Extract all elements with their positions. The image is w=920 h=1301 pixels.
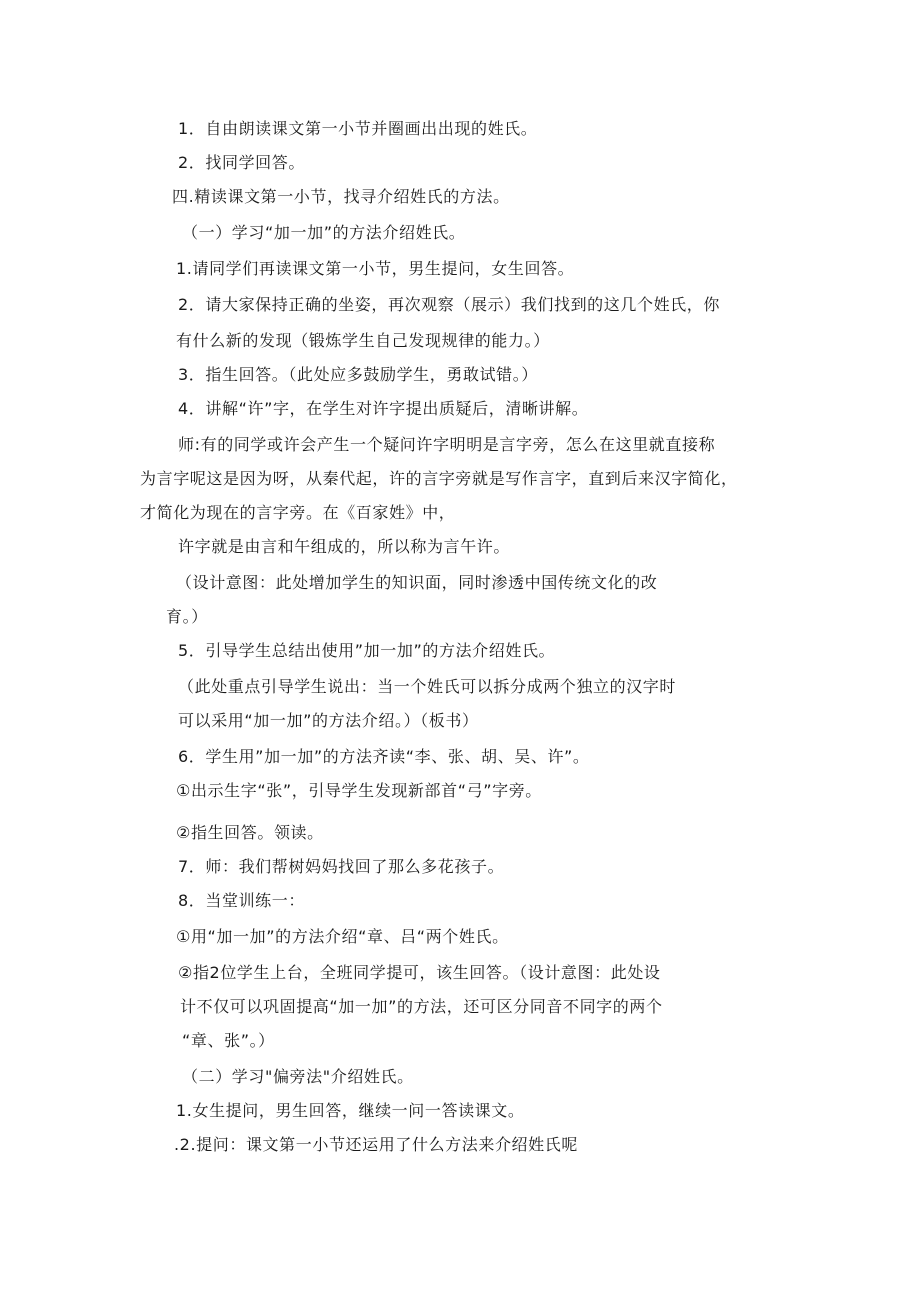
sub-item-two-students-line-2: 计不仅可以巩固提高“加一加”的方法，还可区分同音不同字的两个: [180, 997, 663, 1016]
subsection-1-heading: （一）学习“加一加”的方法介绍姓氏。: [182, 223, 466, 242]
item-2-observe: 2．请大家保持正确的坐姿，再次观察（展示）我们找到的这几个姓氏，你: [178, 295, 720, 314]
sub-item-show-zhang: ①出示生字“张”，引导学生发现新部首“弓”字旁。: [176, 781, 542, 800]
note-focus-line-2: 可以采用“加一加”的方法介绍。）（板书）: [178, 711, 479, 730]
design-intent-1-line-2: 育。）: [166, 607, 208, 626]
subsection-2-heading: （二）学习"偏旁法"介绍姓氏。: [182, 1067, 414, 1086]
item-3-answer: 3．指生回答。（此处应多鼓励学生，勇敢试错。）: [178, 365, 538, 384]
teacher-paragraph-line-1: 师:有的同学或许会产生一个疑问许字明明是言字旁，怎么在这里就直接称: [178, 435, 716, 454]
item-2-question: .2.提问：课文第一小节还运用了什么方法来介绍姓氏呢: [174, 1135, 578, 1154]
design-intent-1-line-1: （设计意图：此处增加学生的知识面，同时渗透中国传统文化的改: [176, 573, 658, 592]
sub-item-two-students-line-3: “章、张”。）: [182, 1031, 275, 1050]
item-4-explain-xu: 4．讲解“许”字，在学生对许字提出质疑后，清晰讲解。: [178, 399, 589, 418]
step-2-answer: 2．找同学回答。: [178, 153, 305, 172]
step-1-read-aloud: 1．自由朗读课文第一小节并圈画出出现的姓氏。: [178, 119, 538, 138]
item-1-girls-ask: 1.女生提问，男生回答，继续一问一答读课文。: [176, 1101, 525, 1120]
item-1-reread: 1.请同学们再读课文第一小节，男生提问，女生回答。: [176, 259, 575, 278]
item-2-continued: 有什么新的发现（锻炼学生自己发现规律的能力。）: [176, 331, 550, 350]
section-4-heading: 四.精读课文第一小节，找寻介绍姓氏的方法。: [172, 187, 510, 206]
teacher-paragraph-line-3: 才简化为现在的言字旁。在《百家姓》中，: [140, 503, 456, 522]
teacher-paragraph-line-4: 许字就是由言和午组成的，所以称为言午许。: [178, 537, 511, 556]
sub-item-lead-reading: ②指生回答。领读。: [176, 823, 324, 842]
item-5-summarize: 5．引导学生总结出使用”加一加”的方法介绍姓氏。: [178, 641, 556, 660]
sub-item-zhang-lu: ①用“加一加”的方法介绍“章、吕“两个姓氏。: [176, 927, 509, 946]
item-7-teacher: 7．师：我们帮树妈妈找回了那么多花孩子。: [178, 857, 505, 876]
sub-item-two-students-line-1: ②指2位学生上台，全班同学提可，该生回答。（设计意图：此处设: [178, 963, 661, 982]
item-8-practice: 8．当堂训练一：: [178, 891, 305, 910]
teacher-paragraph-line-2: 为言字呢这是因为呀，从秦代起，许的言字旁就是写作言字，直到后来汉字简化，: [140, 469, 738, 488]
note-focus-line-1: （此处重点引导学生说出：当一个姓氏可以拆分成两个独立的汉字时: [178, 677, 677, 696]
item-6-read-together: 6．学生用”加一加”的方法齐读“李、张、胡、吴、许”。: [178, 747, 590, 766]
